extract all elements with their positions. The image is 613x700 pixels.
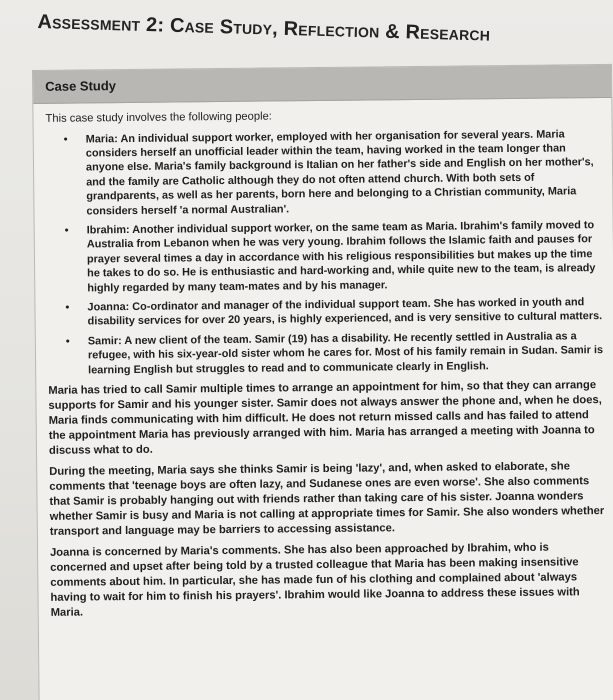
case-study-content	[33, 98, 613, 621]
paragraph: During the meeting, Maria says she thinks Samir is being 'lazy', and, when asked to elaborate, she comments that 'teenage boys are often lazy, and Sudanese ones are even worse'. She also comments that Samir is probably hanging out with friends rather than taking care of his sister. Joanna wonders whether Samir is busy and Maria is not calling at appropriate times for Samir. She also wonders whether transport and language may be barriers to accessing assistance.	[49, 460, 605, 538]
page-title: Assessment 2: Case Study, Reflection & Research	[37, 10, 491, 46]
person-name: Samir:	[87, 334, 122, 348]
list-item	[48, 329, 606, 378]
case-study-box	[32, 64, 613, 700]
paragraph: Maria has tried to call Samir multiple times to arrange an appointment for him, so that they can arrange supports for Samir and his younger sister. Samir does not always answer the phone and, when he does, Maria finds communicating with him difficult. He does not return missed calls and has failed to attend the appointment Maria has previously arranged with him. Maria has arranged a meeting with Joanna to discuss what to do.	[48, 379, 602, 457]
person-description: Co-ordinator and manager of the individual support team. She has worked in youth and disability services for over 20 years, is highly experienced, and is very sensitive to cultural matters.	[87, 296, 603, 328]
intro-text: This case study involves the following people:	[45, 110, 272, 125]
people-list	[46, 127, 607, 378]
person-name: Joanna:	[87, 301, 130, 314]
bullet-icon: •	[65, 301, 70, 314]
person-description: A new client of the team. Samir (19) has a disability. He recently settled in Australia as a refugee, with his six-year-old sister whom he cares for. Most of his family remain in Sudan. Samir is learning English but struggles to read and to communicate clearly in English.	[87, 330, 604, 377]
bullet-icon: •	[63, 133, 68, 146]
person-description: An individual support worker, employed with her organisation for several years. Maria considers herself an unofficial leader within the team, having worked in the team longer than anyone else. Maria's family background is Italian on her father's side and English on her mother's, and the family are Catholic although they do not often attend church. With both sets of grandparents, as well as her parents, born here and belonging to a Christian community, Maria considers herself 'a normal Australian'.	[85, 128, 594, 218]
person-name: Ibrahim:	[86, 224, 130, 237]
list-item	[47, 218, 606, 296]
person-name: Maria:	[85, 132, 118, 146]
section-header: Case Study	[33, 65, 611, 104]
list-item	[47, 295, 605, 330]
paragraph: Joanna is concerned by Maria's comments. She has also been approached by Ibrahim, who is concerned and upset after being told by a trusted colleague that Maria has been making insensitive comments about him. In particular, she has made fun of his clothing and complained about 'always having to wait for him to finish his prayers'. Ibrahim would like Joanna to address these issues with Maria.	[49, 541, 580, 619]
bullet-icon: •	[64, 224, 69, 237]
bullet-icon: •	[65, 335, 70, 348]
list-item	[46, 127, 605, 219]
person-description: Another individual support worker, on the same team as Maria. Ibrahim's family moved to Australia from Lebanon when he was very young. Ibrahim follows the Islamic faith and pauses for prayer several times a day in accordance with his religious responsibilities but makes up the time he takes to do so. He is enthusiastic and hard-working and, while quite new to the team, is already highly regarded by many team-mates and by his manager.	[86, 219, 596, 295]
